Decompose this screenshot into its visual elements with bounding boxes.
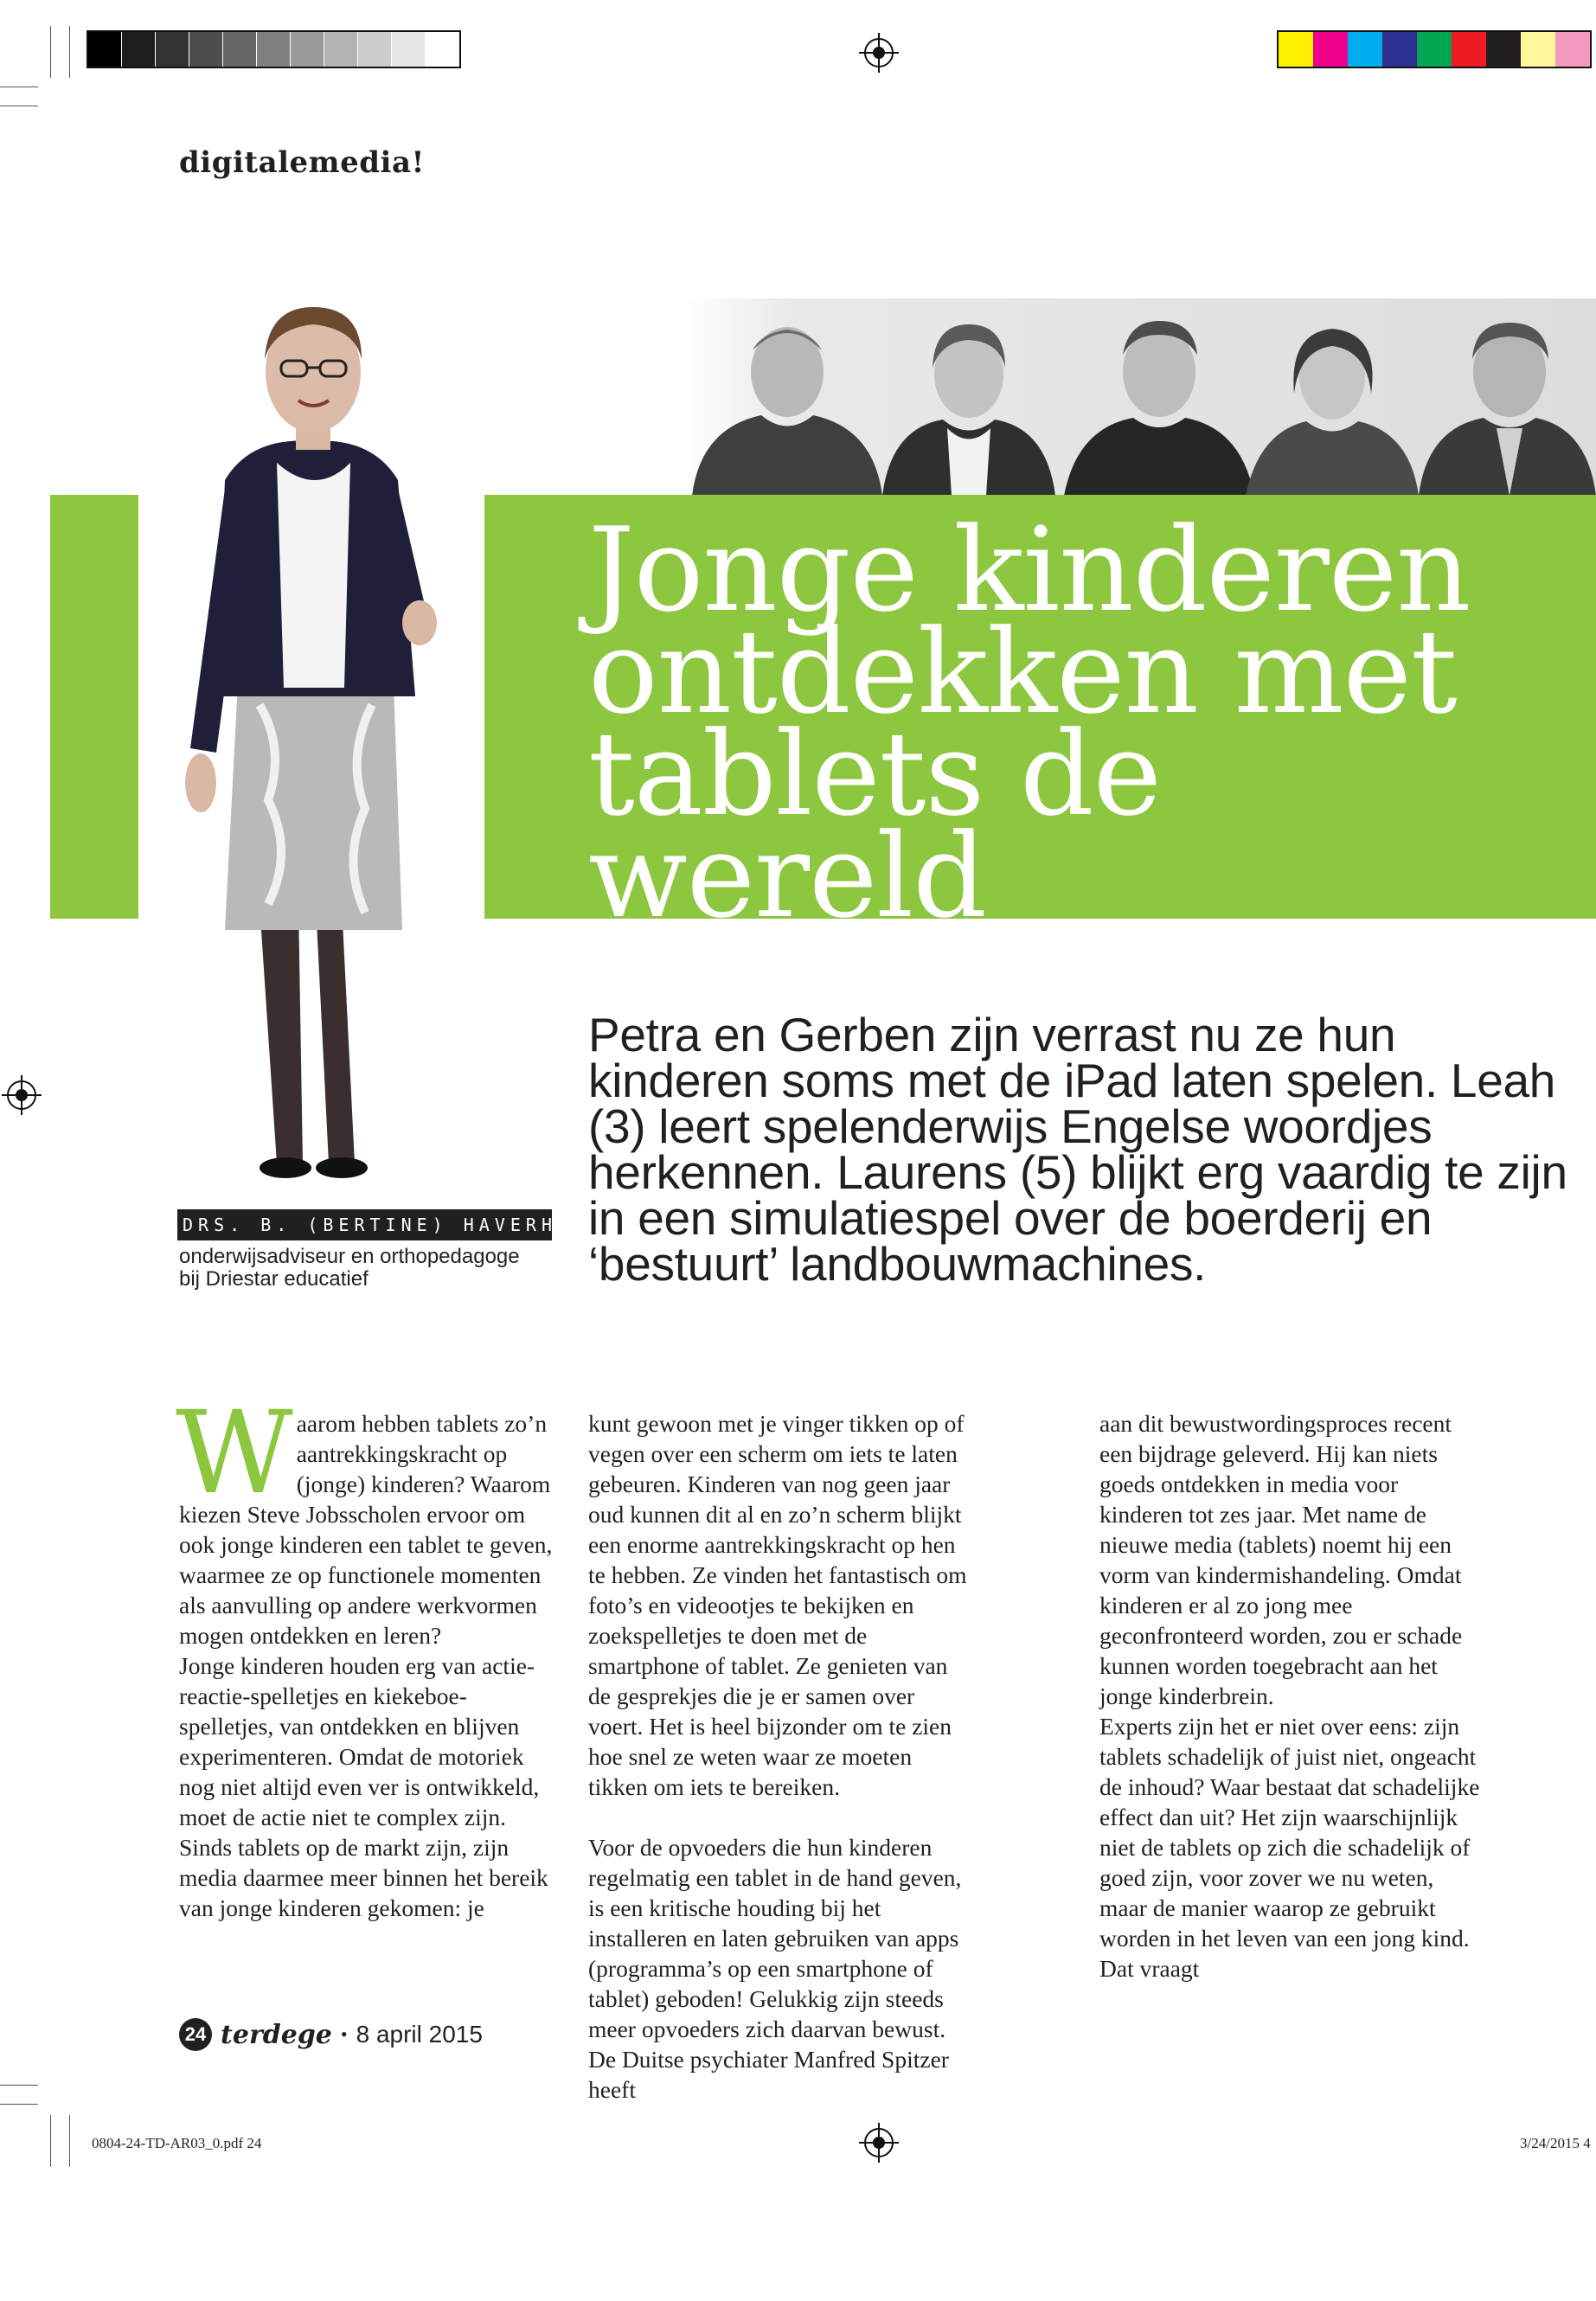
body-paragraph: Sinds tablets op de markt zijn, zijn media daarmee meer binnen het bereik van jonge kinderen gekomen: je — [179, 1834, 548, 1921]
contributors-photo-strip — [683, 298, 1596, 496]
color-swatch — [1382, 32, 1417, 67]
footer-bullet: • — [340, 2023, 348, 2045]
color-swatch — [1521, 32, 1555, 67]
color-swatch — [122, 32, 156, 67]
headline-line: tablets de wereld — [588, 707, 1161, 944]
page-number: 24 — [179, 2018, 212, 2051]
process-color-bar — [1277, 30, 1592, 68]
page-footer — [179, 2018, 483, 2051]
author-name: DRS. B. (BERTINE) HAVERHALS — [177, 1209, 552, 1240]
body-column-1 — [176, 1387, 560, 1923]
body-column-2 — [588, 1408, 969, 2105]
body-column-3 — [1099, 1408, 1480, 1984]
body-paragraph: Experts zijn het er niet over eens: zijn tablets schadelijk of juist niet, ongeacht de inhoud? Waar bestaat dat schadelijke effect dan uit? Het zijn waarschijnlijk niet de tablets op zich die schadelijk of goed zijn, voor zover we nu weten, maar de manier waarop ze gebruikt worden in het leven van een jong kind. Dat vraagt — [1099, 1713, 1480, 1982]
headline-line: Jonge kinderen — [588, 503, 1471, 638]
body-paragraph: aan dit bewustwordingsproces recent een bijdrage geleverd. Hij kan niets goeds ontdekken in media voor kinderen tot zes jaar. Met name de nieuwe media (tablets) noemt hij een vorm van kindermishandeling. Omdat kinderen er al zo jong mee geconfronteerd worden, zou er schade kunnen worden toegebracht aan het jonge kinderbrein. — [1099, 1410, 1463, 1709]
crop-mark — [50, 2115, 51, 2167]
crop-mark — [0, 2085, 38, 2086]
article-intro: Petra en Gerben zijn verrast nu ze hun kinderen soms met de iPad laten spelen. Leah (3) leert spelenderwijs Engelse woordjes herkennen. Laurens (5) blijkt erg vaardig te zijn in een simulatiespel over de boerderij en ‘bestuurt’ landbouwmachines. — [588, 1008, 1567, 1291]
color-swatch — [223, 32, 257, 67]
headline-line: ontdekken met — [588, 605, 1457, 740]
issue-date: 8 april 2015 — [356, 2021, 483, 2048]
crop-mark — [69, 2115, 70, 2167]
color-swatch — [392, 32, 426, 67]
drop-cap: W — [176, 1387, 293, 1520]
print-slug-file: 0804-24-TD-AR03_0.pdf 24 — [92, 2135, 262, 2151]
registration-mark-icon — [864, 38, 894, 67]
crop-mark — [69, 26, 70, 78]
section-tag: digitalemedia! — [179, 145, 425, 180]
color-swatch — [88, 32, 122, 67]
color-swatch — [1279, 32, 1313, 67]
color-swatch — [426, 32, 459, 67]
grayscale-color-bar — [87, 30, 461, 68]
crop-mark — [50, 26, 51, 78]
registration-mark-icon — [7, 1080, 36, 1110]
author-role — [179, 1246, 560, 1291]
body-paragraph: Voor de opvoeders die hun kinderen regelmatig een tablet in de hand geven, is een kritische houding bij het installeren en laten gebruiken van apps (programma’s op een smartphone of tablet) geboden! Gelukkig zijn steeds meer opvoeders zich daarvan bewust. De Duitse psychiater Manfred Spitzer heeft — [588, 1834, 962, 2103]
color-swatch — [358, 32, 392, 67]
author-role-line: bij Driestar educatief — [179, 1267, 369, 1291]
color-swatch — [1486, 32, 1521, 67]
color-swatch — [1348, 32, 1382, 67]
author-role-line: onderwijsadviseur en orthopedagoge — [179, 1245, 520, 1268]
color-swatch — [324, 32, 358, 67]
color-swatch — [1417, 32, 1452, 67]
color-swatch — [1452, 32, 1486, 67]
body-paragraph: Waarom hebben tablets zo’n aantrekkingskracht op (jonge) kinderen? Waarom kiezen Steve Jobsscholen ervoor om ook jonge kinderen een tablet te geven, waarmee ze op functionele momenten als aanvulling op andere werkvormen mogen ontdekken en leren? — [176, 1387, 553, 1649]
crop-mark — [0, 2104, 38, 2105]
color-swatch — [291, 32, 324, 67]
magazine-logo: terdege — [221, 2019, 332, 2050]
body-paragraph: kunt gewoon met je vinger tikken op of vegen over een scherm om iets te laten gebeuren. Kinderen van nog geen jaar oud kunnen dit al en zo’n scherm blijkt een enorme aantrekkingskracht op hen te hebben. Ze vinden het fantastisch om foto’s en videootjes te bekijken en zoekspelletjes te doen met de smartphone of tablet. Ze genieten van de gesprekjes die je er samen over voert. Het is heel bijzonder om te zien hoe snel ze weten waar ze moeten tikken om iets te bereiken. — [588, 1410, 967, 1800]
color-swatch — [1555, 32, 1590, 67]
article-headline — [588, 503, 1574, 944]
color-swatch — [189, 32, 223, 67]
print-slug-date: 3/24/2015 4 — [1520, 2135, 1591, 2151]
body-paragraph: Jonge kinderen houden erg van actie-reactie-spelletjes en kiekeboe-spelletjes, van ontdekken en blijven experimenteren. Omdat de motoriek nog niet altijd even ver is ontwikkeld, moet de actie niet te complex zijn. — [179, 1652, 540, 1830]
color-swatch — [156, 32, 189, 67]
author-portrait — [138, 298, 484, 1194]
color-swatch — [257, 32, 291, 67]
color-swatch — [1313, 32, 1348, 67]
registration-mark-icon — [864, 2128, 894, 2157]
